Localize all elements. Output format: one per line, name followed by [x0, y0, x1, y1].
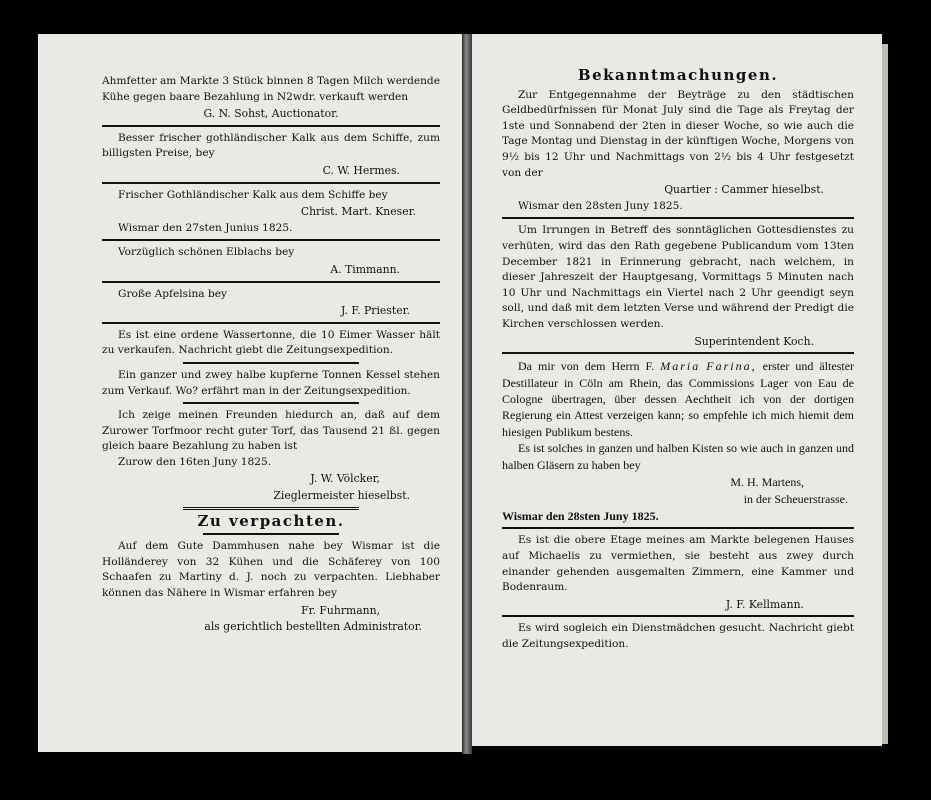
ad-eau-de-cologne — [502, 358, 854, 524]
ad-eau-de-cologne-signature: M. H. Martens, — [730, 474, 804, 489]
left-page — [38, 34, 462, 752]
divider — [502, 352, 854, 354]
ad-eau-de-cologne-name-maria: Maria — [660, 359, 701, 374]
ad-eau-de-cologne-address: in der Scheuerstrasse. — [743, 491, 848, 506]
divider — [102, 125, 440, 127]
right-page — [472, 34, 882, 746]
ad-lease-signature-title: als gerichtlich bestellten Administrator. — [204, 620, 422, 634]
divider — [102, 322, 440, 324]
ad-apartment-rent-signature: J. F. Kellmann. — [725, 597, 804, 611]
ad-lime-hermes: Besser frischer gothländischer Kalk aus dem Schiffe, zum billigsten Preise, bey — [102, 131, 440, 160]
ad-salmon: Vorzüglich schönen Elblachs bey — [118, 246, 295, 259]
ad-eau-de-cologne-name-farina: Farina, — [706, 359, 757, 374]
ad-oranges: Große Apfelsina bey — [118, 287, 227, 300]
ad-lease-signature: Fr. Fuhrmann, — [301, 603, 380, 617]
ad-lime-kneser-date: Wismar den 27sten Junius 1825. — [118, 221, 293, 234]
ad-copper-kettles: Ein ganzer und zwey halbe kupferne Tonnen Kessel stehen zum Verkauf. Wo? erfährt man in der Zeitungsexpedition. — [102, 368, 440, 397]
ad-eau-de-cologne-boxes: Es ist solches in ganzen und halben Kisten so wie auch in ganzen und halben Gläsern zu haben bey — [502, 441, 854, 472]
ad-eau-de-cologne-intro: Da mir von dem Herrn F. — [518, 359, 655, 374]
ad-apartment-rent: Es ist die obere Etage meines am Markte belegenen Hauses auf Michaelis zu vermiethen, sie besteht aus zwey durch einander gehenden ausgemalten Zimmern, eine Kammer und Bodenraum. — [502, 534, 854, 594]
divider — [102, 281, 440, 283]
notice-church-service-signature: Superintendent Koch. — [694, 334, 814, 348]
ad-eau-de-cologne-body: erster und ältester Destillateur in Cöln am Rhein, das Commissions Lager von Eau de Cologne übertragen, über dessen Aechtheit ich von der dortigen Regierung ein Attest verzeigen kann; so empfehle ich mich hiemit dem hiesigen Publikum bestens. — [502, 359, 855, 439]
ad-peat-signature: J. W. Völcker, — [310, 472, 380, 486]
ad-lime-hermes-signature: C. W. Hermes. — [322, 163, 400, 177]
divider — [102, 239, 440, 241]
notice-city-contributions: Zur Entgegennahme der Beyträge zu den städtischen Geldbedürfnissen für Monat July sind die Tage als Freytag der 1ste und Sonnabend der 2ten in dieser Woche, so wie auch die Tage Montag und Dienstag in der künftigen Woche, Morgens von 9½ bis 12 Uhr und Nachmittags von 2½ bis 4 Uhr festgesetzt von der — [502, 88, 854, 179]
ad-water-barrel: Es ist eine ordene Wassertonne, die 10 Eimer Wasser hält zu verkaufen. Nachricht giebt die Zeitungsexpedition. — [102, 328, 440, 357]
ad-salmon-signature: A. Timmann. — [330, 262, 400, 276]
ad-cows-signature: G. N. Sohst, Auctionator. — [203, 107, 339, 121]
ad-eau-de-cologne-date: Wismar den 28sten Juny 1825. — [502, 508, 659, 523]
divider — [183, 402, 359, 404]
divider — [102, 182, 440, 184]
page-edge — [882, 44, 888, 744]
divider — [183, 507, 359, 510]
ad-oranges-signature: J. F. Priester. — [341, 304, 410, 318]
ad-peat: Ich zeige meinen Freunden hiedurch an, daß auf dem Zurower Torfmoor recht guter Torf, das Tausend 21 ßl. gegen gleich baare Bezahlung zu haben ist — [102, 409, 440, 453]
divider — [183, 362, 359, 364]
section-heading-announcements: Bekanntmachungen. — [577, 66, 779, 84]
divider — [502, 217, 854, 219]
notice-city-contributions-date: Wismar den 28sten Juny 1825. — [518, 199, 683, 212]
section-heading-lease: Zu verpachten. — [197, 511, 345, 530]
ad-cows: Ahmfetter am Markte 3 Stück binnen 8 Tagen Milch werdende Kühe gegen baare Bezahlung in N2wdr. verkauft werden — [102, 75, 440, 103]
notice-church-service: Um Irrungen in Betreff des sonntäglichen Gottesdienstes zu verhüten, wird das den Rath gegebene Publicandum vom 13ten December 1821 in Erinnerung gebracht, nach welchem, in dieser Jahreszeit der Hauptgesang, Vormittags 5 Minuten nach 10 Uhr und Nachmittags ein Viertel nach 2 Uhr geendigt seyn soll, und daß mit dem letzten Verse und während der Predigt die Kirchen verschlossen werden. — [502, 224, 854, 330]
ad-peat-date: Zurow den 16ten Juny 1825. — [118, 455, 272, 468]
ad-lime-kneser-signature: Christ. Mart. Kneser. — [300, 205, 416, 219]
divider — [502, 527, 854, 529]
right-column — [502, 68, 854, 653]
left-column — [102, 74, 440, 635]
ad-lease-dammhusen: Auf dem Gute Dammhusen nahe bey Wismar ist die Holländerey von 32 Kühen und die Schäferey von 100 Schaafen zu Martiny d. J. noch zu verpachten. Liebhaber können das Nähere in Wismar erfahren bey — [102, 540, 440, 600]
notice-city-contributions-signature: Quartier : Cammer hieselbst. — [664, 183, 824, 197]
ad-peat-signature-title: Zieglermeister hieselbst. — [273, 489, 410, 503]
ad-lime-kneser: Frischer Gothländischer Kalk aus dem Schiffe bey — [118, 188, 388, 201]
book-gutter — [462, 34, 472, 754]
ad-maid-wanted: Es wird sogleich ein Dienstmädchen gesucht. Nachricht giebt die Zeitungsexpedition. — [502, 622, 854, 650]
divider — [502, 615, 854, 617]
divider — [203, 533, 338, 535]
